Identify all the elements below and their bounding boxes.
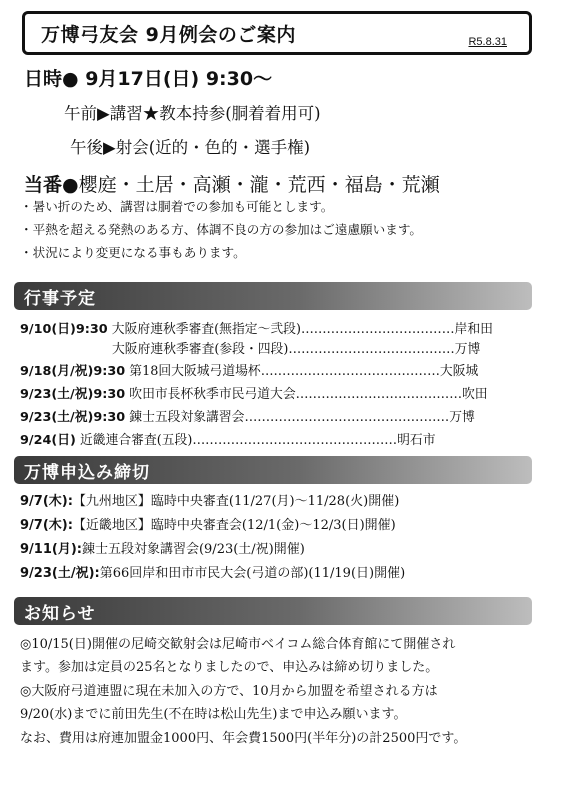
note-line: ・平熱を超える発熱のある方、体調不良の方の参加はご遠慮願います。 [20, 222, 422, 237]
event-leader: ………………………………… [288, 342, 455, 357]
event-leader: ………………………………………… [244, 410, 450, 425]
section-header-events [14, 282, 532, 310]
event-name: 近畿連合審査(五段) [79, 433, 193, 448]
event-leader: ………………………………………… [192, 433, 398, 448]
deadline-date: 9/7(木): [20, 494, 73, 509]
event-place: 万博 [454, 342, 481, 357]
event-row [112, 338, 480, 357]
event-leader: ……………………………… [300, 322, 455, 337]
event-row [20, 383, 488, 402]
deadline-text: 錬士五段対象講習会(9/23(土/祝)開催) [81, 542, 305, 557]
event-date: 9/23(土/祝)9:30 [20, 387, 126, 402]
event-name: 錬士五段対象講習会 [129, 410, 245, 425]
event-name: 大阪府連秋季審査(参段・四段) [112, 342, 289, 357]
duty-label: 当番● [24, 174, 79, 196]
event-place: 大阪城 [439, 364, 479, 379]
issue-date: R5.8.31 [468, 36, 507, 48]
notice-line: 9/20(水)までに前田先生(不在時は松山先生)まで申込み願います。 [20, 707, 407, 722]
page-title: 万博弓友会 9月例会のご案内 [41, 24, 296, 46]
event-name: 第18回大阪城弓道場杯 [129, 364, 261, 379]
deadline-date: 9/7(木): [20, 518, 73, 533]
deadline-row [20, 514, 396, 533]
event-datetime: 日時● 9月17日(日) 9:30〜 [24, 68, 273, 90]
section-header-deadlines [14, 456, 532, 484]
section-title: お知らせ [24, 604, 96, 624]
event-date: 9/10(日)9:30 [20, 322, 108, 337]
section-header-notice [14, 597, 532, 625]
deadline-date: 9/11(月): [20, 542, 82, 557]
notice-line: ◎10/15(日)開催の尼崎交歓射会は尼崎市ベイコム総合体育館にて開催され [20, 637, 456, 652]
event-place: 明石市 [397, 433, 436, 448]
note-line: ・暑い折のため、講習は胴着での参加も可能とします。 [20, 199, 334, 214]
deadline-row [20, 538, 305, 557]
event-name: 大阪府連秋季審査(無指定〜弐段) [111, 322, 301, 337]
event-date: 9/24(日) [20, 433, 76, 448]
note-line: ・状況により変更になる事もあります。 [20, 245, 246, 260]
deadline-row [20, 490, 399, 509]
section-title: 万博申込み締切 [24, 463, 150, 483]
event-place: 万博 [449, 410, 475, 425]
event-leader: ………………………………… [295, 387, 462, 402]
event-row [20, 318, 493, 337]
event-name: 吹田市長杯秋季市民弓道大会 [129, 387, 296, 402]
event-date: 9/23(土/祝)9:30 [20, 410, 126, 425]
deadline-text: 【近畿地区】臨時中央審査会(12/1(金)〜12/3(日)開催) [72, 518, 396, 533]
event-place: 岸和田 [454, 322, 493, 337]
event-date: 9/18(月/祝)9:30 [20, 364, 126, 379]
notice-line: ます。参加は定員の25名となりましたので、申込みは締め切りました。 [20, 660, 439, 675]
event-row [20, 360, 478, 379]
duty-line [24, 170, 440, 197]
section-title: 行事予定 [24, 289, 96, 309]
deadline-text: 【九州地区】臨時中央審査(11/27(月)〜11/28(火)開催) [72, 494, 400, 509]
event-place: 吹田 [461, 387, 488, 402]
deadline-text: 第66回岸和田市市民大会(弓道の部)(11/19(日)開催) [99, 566, 406, 581]
title-box [22, 11, 532, 55]
afternoon-program: 午後▶射会(近的・色的・選手権) [70, 138, 311, 157]
event-row [20, 429, 435, 448]
notice-line: ◎大阪府弓道連盟に現在未加入の方で、10月から加盟を希望される方は [20, 684, 438, 699]
event-row [20, 406, 475, 425]
event-leader: …………………………………… [260, 364, 440, 379]
morning-program: 午前▶講習★教本持参(胴着着用可) [64, 104, 321, 123]
notice-line: なお、費用は府連加盟金1000円、年会費1500円(半年分)の計2500円です。 [20, 731, 467, 746]
deadline-date: 9/23(土/祝): [20, 566, 100, 581]
duty-names: 櫻庭・土居・高瀬・瀧・荒西・福島・荒瀬 [78, 174, 440, 196]
deadline-row [20, 562, 405, 581]
